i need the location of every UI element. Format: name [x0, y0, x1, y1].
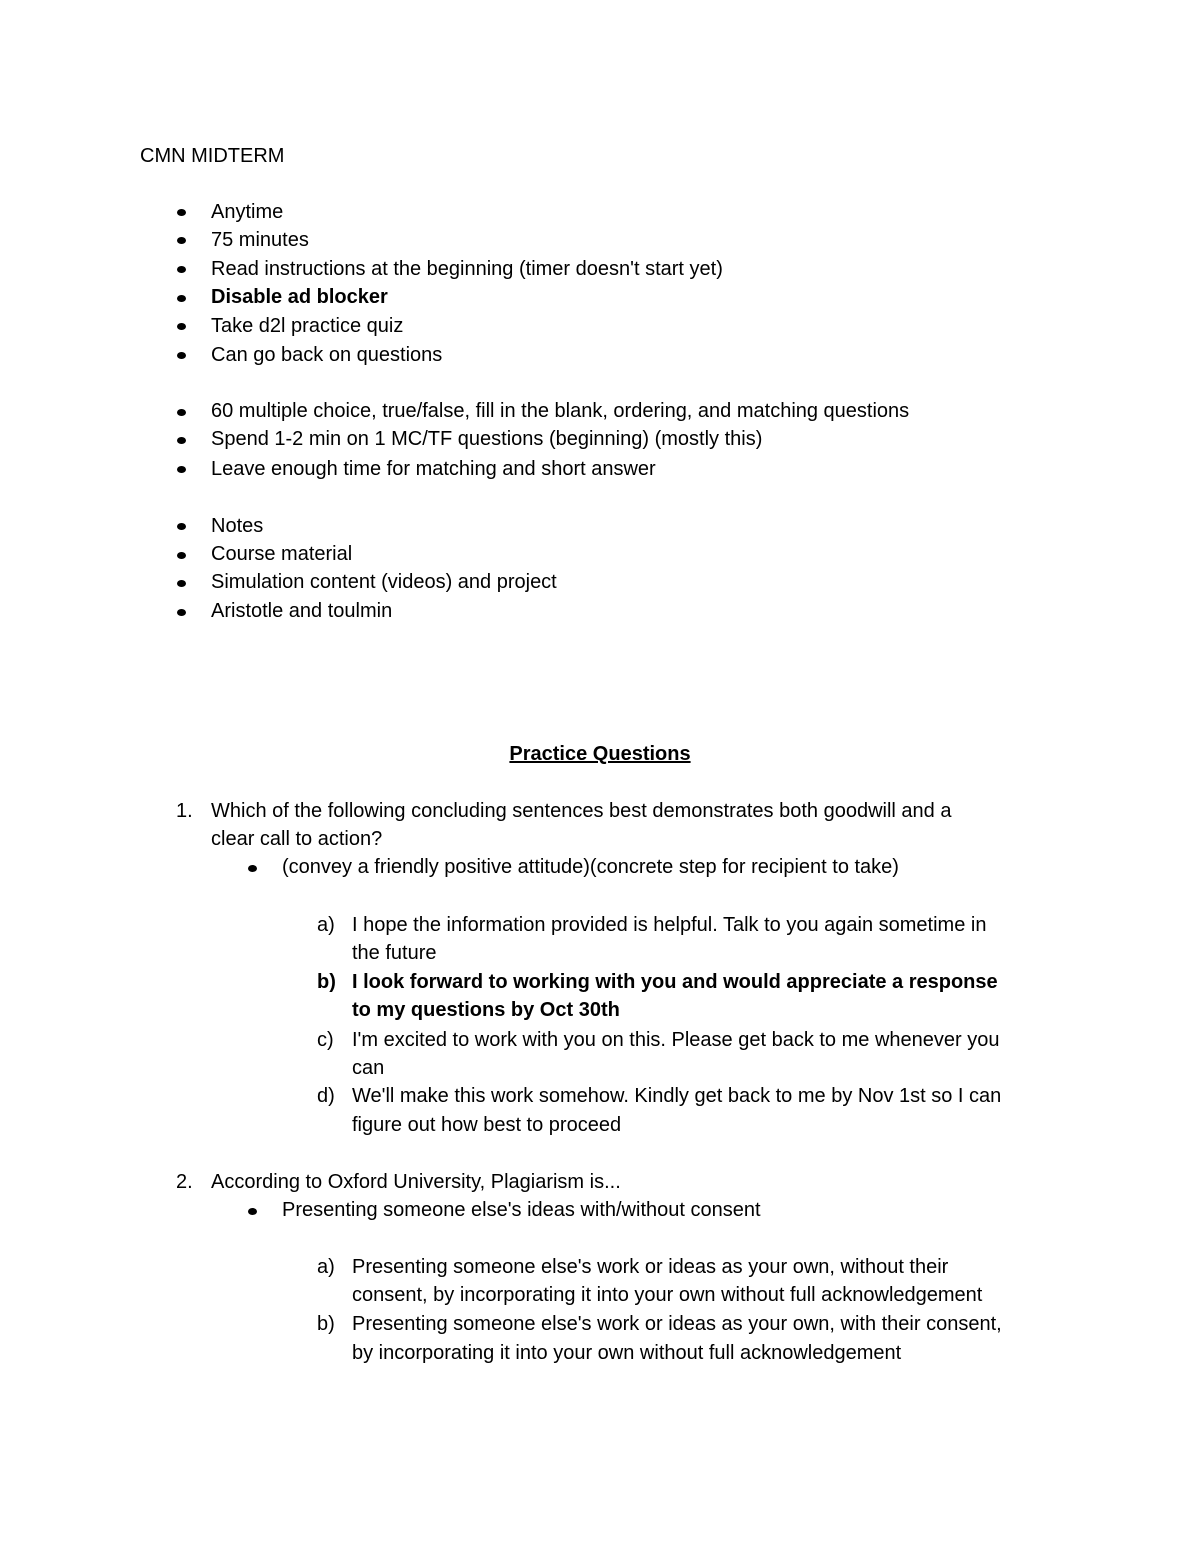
option-letter: d): [317, 1085, 335, 1107]
option-text: by incorporating it into your own without full acknowledgement: [352, 1342, 902, 1364]
list-item: Spend 1-2 min on 1 MC/TF questions (beginning) (mostly this): [211, 428, 763, 450]
bullet-icon: [177, 295, 186, 302]
option-letter: a): [317, 914, 335, 936]
bullet-icon: [177, 237, 186, 244]
option-text: Presenting someone else's work or ideas as your own, with their consent,: [352, 1313, 1002, 1335]
option-text: figure out how best to proceed: [352, 1114, 622, 1136]
bullet-icon: [177, 437, 186, 444]
option-text: I look forward to working with you and would appreciate a response: [352, 971, 998, 993]
question-number: 1.: [176, 800, 193, 822]
bullet-icon: [177, 580, 186, 587]
question-note: Presenting someone else's ideas with/without consent: [282, 1199, 761, 1221]
list-item: Disable ad blocker: [211, 286, 388, 308]
list-item: Simulation content (videos) and project: [211, 571, 557, 593]
bullet-icon: [177, 466, 186, 473]
list-item: Aristotle and toulmin: [211, 600, 393, 622]
bullet-icon: [248, 865, 257, 872]
list-item: 60 multiple choice, true/false, fill in the blank, ordering, and matching questions: [211, 400, 910, 422]
list-item: Course material: [211, 543, 353, 565]
option-text: can: [352, 1057, 385, 1079]
option-letter: b): [317, 971, 336, 993]
list-item: Anytime: [211, 201, 284, 223]
question-text: According to Oxford University, Plagiarism is...: [211, 1171, 621, 1193]
list-item: Notes: [211, 515, 264, 537]
option-text: We'll make this work somehow. Kindly get back to me by Nov 1st so I can: [352, 1085, 1002, 1107]
option-text: Presenting someone else's work or ideas as your own, without their: [352, 1256, 949, 1278]
option-letter: a): [317, 1256, 335, 1278]
option-text: consent, by incorporating it into your own without full acknowledgement: [352, 1284, 983, 1306]
list-item: Leave enough time for matching and short answer: [211, 458, 656, 480]
question-note: (convey a friendly positive attitude)(concrete step for recipient to take): [282, 856, 899, 878]
question-text: Which of the following concluding sentences best demonstrates both goodwill and a: [211, 800, 952, 822]
option-text: the future: [352, 942, 437, 964]
bullet-icon: [248, 1208, 257, 1215]
bullet-icon: [177, 552, 186, 559]
option-letter: b): [317, 1313, 335, 1335]
bullet-icon: [177, 352, 186, 359]
bullet-icon: [177, 209, 186, 216]
list-item: Read instructions at the beginning (timer doesn't start yet): [211, 258, 723, 280]
bullet-icon: [177, 323, 186, 330]
bullet-icon: [177, 266, 186, 273]
option-text: I hope the information provided is helpful. Talk to you again sometime in: [352, 914, 987, 936]
bullet-icon: [177, 609, 186, 616]
option-text: I'm excited to work with you on this. Please get back to me whenever you: [352, 1029, 1000, 1051]
bullet-icon: [177, 409, 186, 416]
option-text: to my questions by Oct 30th: [352, 999, 620, 1021]
document-title: CMN MIDTERM: [140, 145, 285, 167]
bullet-icon: [177, 523, 186, 530]
section-heading: Practice Questions: [509, 743, 691, 765]
list-item: Take d2l practice quiz: [211, 315, 404, 337]
option-letter: c): [317, 1029, 334, 1051]
question-number: 2.: [176, 1171, 193, 1193]
list-item: 75 minutes: [211, 229, 309, 251]
question-text: clear call to action?: [211, 828, 383, 850]
list-item: Can go back on questions: [211, 344, 443, 366]
